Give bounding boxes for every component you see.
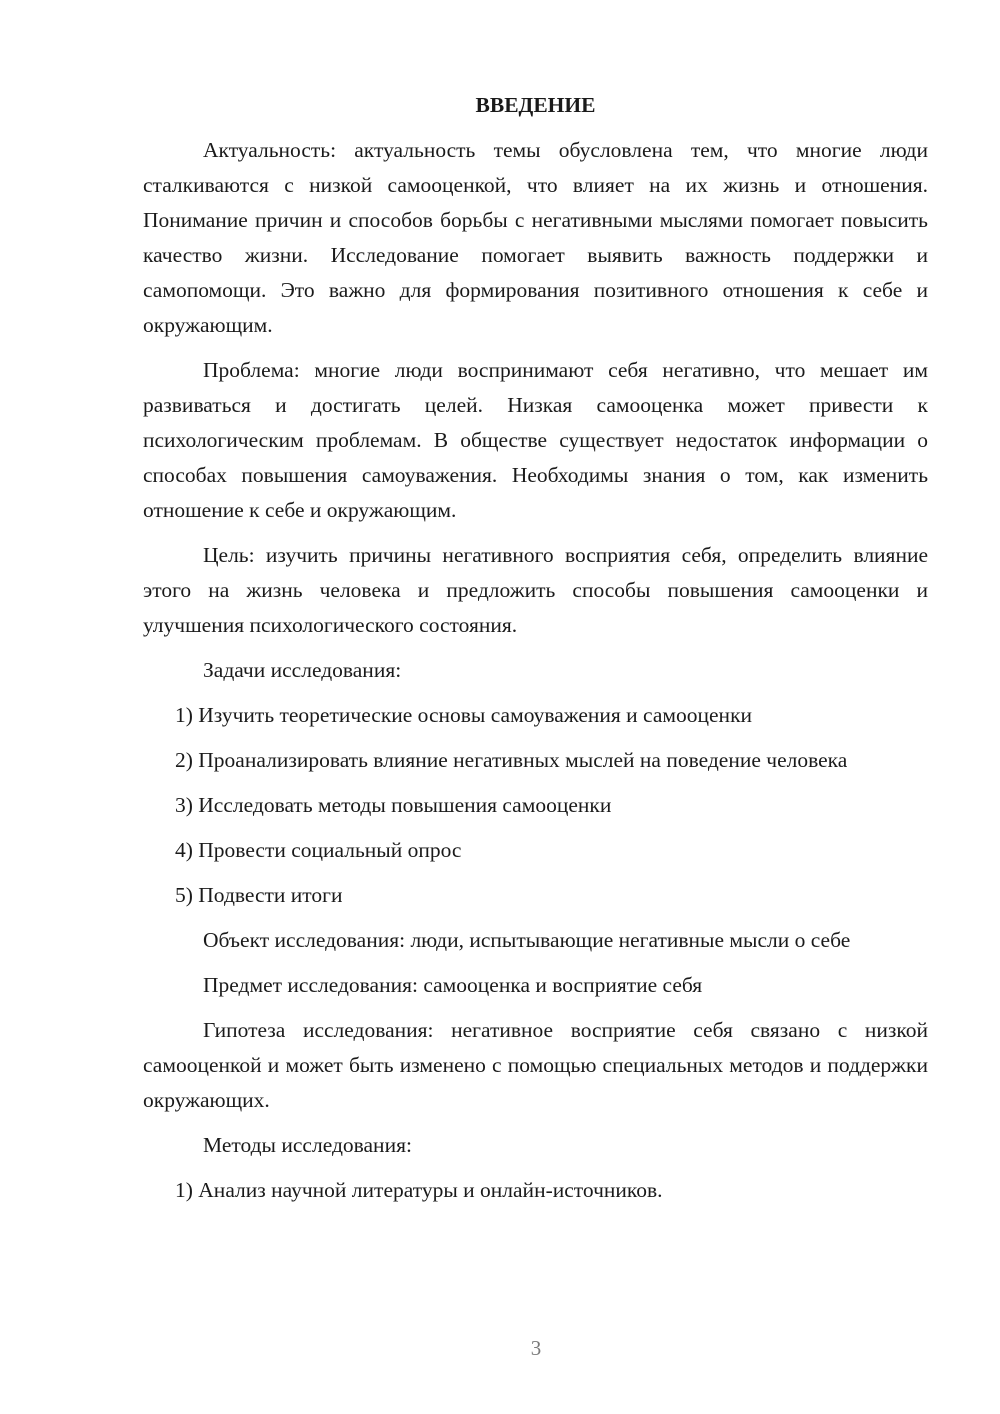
task-item: 1) Изучить теоретические основы самоуважения и самооценки — [175, 703, 753, 727]
document-page — [143, 88, 928, 1218]
section-title: ВВЕДЕНИЕ — [475, 93, 596, 117]
task-item: 3) Исследовать методы повышения самооценки — [175, 793, 612, 817]
relevance-paragraph: Актуальность: актуальность темы обусловлена тем, что многие люди сталкиваются с низкой самооценкой, что влияет на их жизнь и отношения. Понимание причин и способов борьбы с негативными мыслями помогает повысить качество жизни. Исследование помогает выявить важность поддержки и самопомощи. Это важно для формирования позитивного отношения к себе и окружающим. — [143, 138, 928, 337]
problem-paragraph: Проблема: многие люди воспринимают себя негативно, что мешает им развиваться и достигать целей. Низкая самооценка может привести к психологическим проблемам. В обществе существует недостаток информации о способах повышения самоуважения. Необходимы знания о том, как изменить отношение к себе и окружающим. — [143, 358, 928, 522]
task-item: 4) Провести социальный опрос — [175, 838, 462, 862]
object-paragraph: Объект исследования: люди, испытывающие негативные мысли о себе — [203, 928, 851, 952]
subject-paragraph: Предмет исследования: самооценка и восприятие себя — [203, 973, 703, 997]
methods-heading: Методы исследования: — [203, 1133, 412, 1157]
method-item: 1) Анализ научной литературы и онлайн-источников. — [175, 1178, 663, 1202]
goal-paragraph: Цель: изучить причины негативного восприятия себя, определить влияние этого на жизнь человека и предложить способы повышения самооценки и улучшения психологического состояния. — [143, 543, 928, 637]
task-item: 5) Подвести итоги — [175, 883, 343, 907]
hypothesis-paragraph: Гипотеза исследования: негативное восприятие себя связано с низкой самооценкой и может быть изменено с помощью специальных методов и поддержки окружающих. — [143, 1018, 928, 1112]
tasks-heading: Задачи исследования: — [203, 658, 402, 682]
task-item: 2) Проанализировать влияние негативных мыслей на поведение человека — [175, 748, 848, 772]
page-number: 3 — [530, 1336, 542, 1360]
